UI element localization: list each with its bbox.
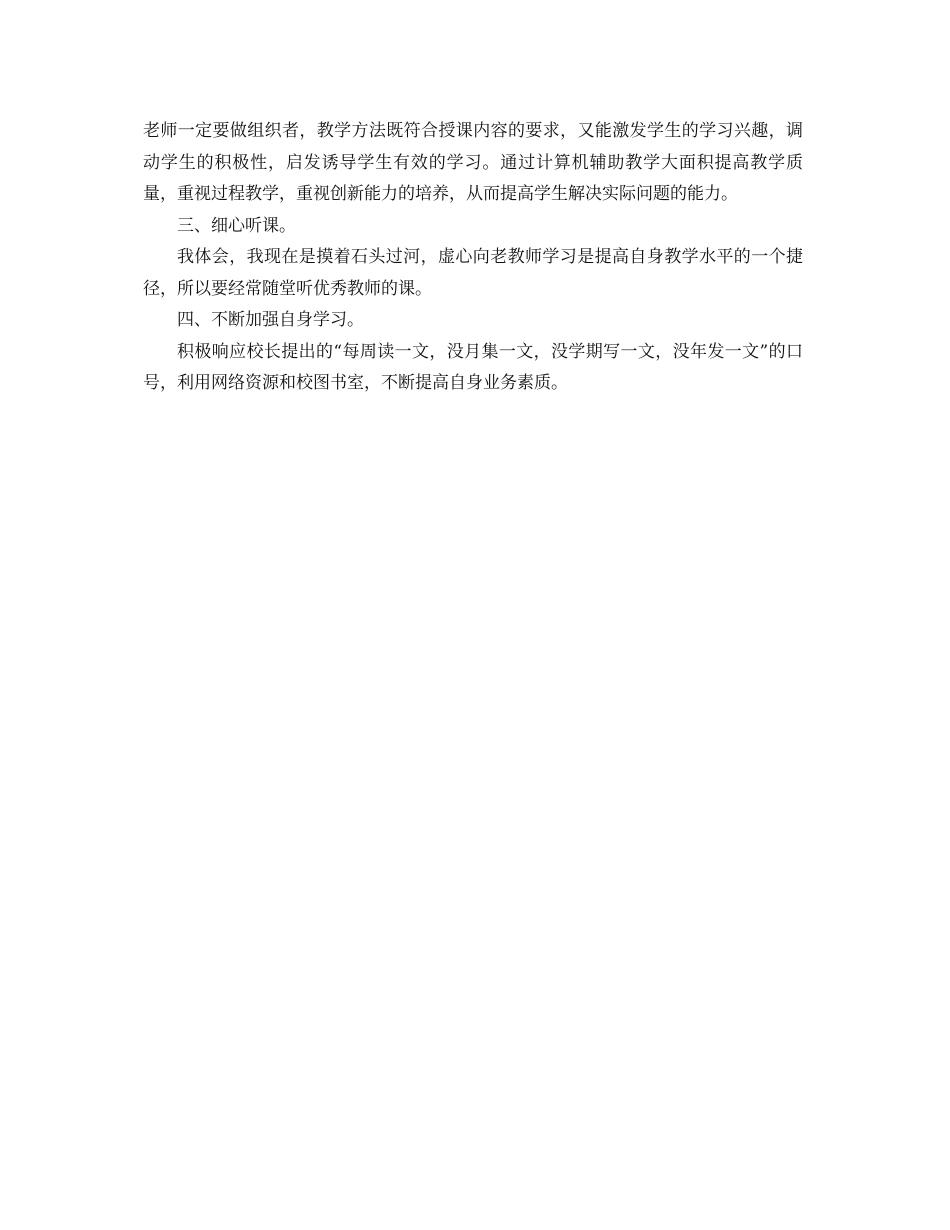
document-body — [143, 116, 803, 400]
paragraph-teaching-methods: 老师一定要做组织者，教学方法既符合授课内容的要求，又能激发学生的学习兴趣，调动学生的积极性，启发诱导学生有效的学习。通过计算机辅助教学大面积提高教学质量，重视过程教学，重视创新能力的培养，从而提高学生解决实际问题的能力。 — [143, 121, 803, 204]
paragraph-reading-slogan: 积极响应校长提出的“每周读一文，没月集一文，没学期写一文，没年发一文”的口号，利用网络资源和校图书室，不断提高自身业务素质。 — [143, 341, 803, 393]
paragraph-learn-from-teachers: 我体会，我现在是摸着石头过河，虚心向老教师学习是提高自身教学水平的一个捷径，所以要经常随堂听优秀教师的课。 — [143, 247, 803, 299]
section-heading-self-study: 四、不断加强自身学习。 — [177, 310, 364, 330]
section-heading-listen-classes: 三、细心听课。 — [177, 215, 296, 236]
